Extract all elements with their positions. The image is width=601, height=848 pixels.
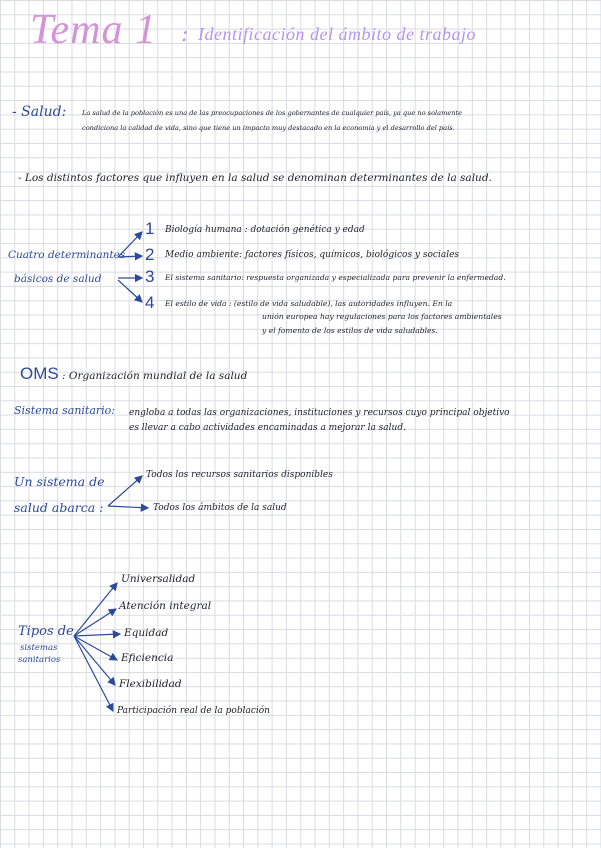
abarca-item-ambitos: Todos los ámbitos de la salud <box>153 503 287 513</box>
arrow-abarca-ambitos <box>108 506 148 508</box>
abarca-label-line1: Un sistema de <box>14 474 105 489</box>
arrow-determinante-4 <box>118 280 142 302</box>
tipos-label-line2: sistemas <box>20 643 58 653</box>
tipo-item-flexibilidad: Flexibilidad <box>119 678 182 690</box>
determinante-4-text-line3: y el fomento de los estilos de vida saludables. <box>262 326 438 335</box>
arrow-abarca-recursos <box>108 476 142 506</box>
determinante-2-number: 2 <box>145 245 155 264</box>
tipo-item-participacion: Participación real de la población <box>117 706 270 716</box>
determinante-4-text: El estilo de vida : (estilo de vida saludable), las autoridades influyen. En la <box>165 299 453 308</box>
arrow-determinante-2 <box>118 256 142 257</box>
salud-label: - Salud: <box>12 104 67 120</box>
abarca-item-recursos: Todos los recursos sanitarios disponibles <box>146 470 333 480</box>
sistema-sanitario-label: Sistema sanitario: <box>14 404 116 417</box>
determinantes-label-line1: Cuatro determinantes <box>8 249 126 261</box>
abarca-label-line2: salud abarca : <box>14 500 104 515</box>
tipos-label-line1: Tipos de <box>18 624 74 639</box>
determinantes-label-line2: básicos de salud <box>14 273 102 285</box>
oms-acronym: OMS <box>20 364 59 383</box>
arrow-determinante-1 <box>118 232 142 257</box>
tipo-item-equidad: Equidad <box>124 627 169 639</box>
determinante-4-number: 4 <box>145 293 155 312</box>
arrow-tipo-equidad <box>74 634 120 636</box>
tipos-label-line3: sanitarios <box>18 655 61 665</box>
salud-text-line1: La salud de la población es una de las preocupaciones de los gobernantes de cualquier país, ya que no solamente <box>82 109 463 117</box>
sistema-sanitario-line1: engloba a todas las organizaciones, instituciones y recursos cuyo principal objetivo <box>129 408 510 418</box>
sistema-sanitario-line2: es llevar a cabo actividades encaminadas a mejorar la salud. <box>129 423 406 433</box>
tipo-item-atencion-integral: Atención integral <box>119 600 212 612</box>
determinante-3-text: El sistema sanitario: respuesta organizada y especializada para prevenir la enfermedad. <box>165 273 506 282</box>
page-title: Tema 1 <box>30 7 157 53</box>
arrow-tipo-flexibilidad <box>74 636 115 685</box>
determinante-3-number: 3 <box>145 267 155 286</box>
arrow-tipo-atencion <box>74 609 116 636</box>
determinante-4-text-line2: unión europea hay regulaciones para los factores ambientales <box>262 312 502 321</box>
oms-definition: : Organización mundial de la salud <box>62 370 248 382</box>
tipo-item-universalidad: Universalidad <box>121 573 196 585</box>
determinante-2-text: Medio ambiente: factores físicos, químicos, biológicos y sociales <box>165 250 460 260</box>
determinante-1-text: Biología humana : dotación genética y edad <box>165 225 365 235</box>
tipo-item-eficiencia: Eficiencia <box>121 652 174 664</box>
title-colon: : <box>181 22 189 47</box>
arrow-tipo-universalidad <box>74 583 117 636</box>
factores-text: - Los distintos factores que influyen en la salud se denominan determinantes de la salud. <box>18 172 492 184</box>
determinante-1-number: 1 <box>145 219 155 238</box>
page-subtitle: Identificación del ámbito de trabajo <box>198 24 476 44</box>
salud-text-line2: condiciona la calidad de vida, sino que tiene un impacto muy destacado en la economía y el desarrollo del país. <box>82 124 455 132</box>
